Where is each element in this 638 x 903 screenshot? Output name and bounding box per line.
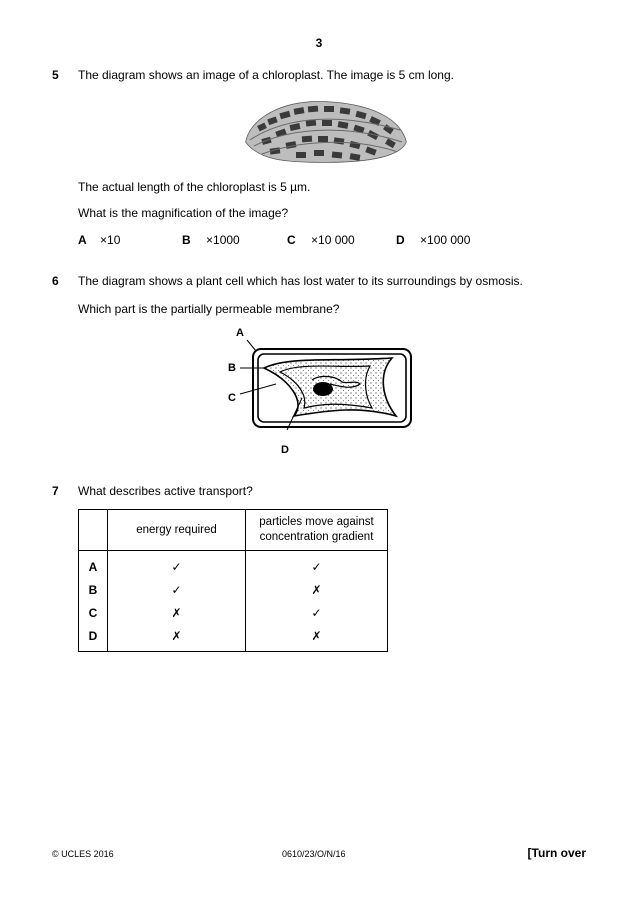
label-d: D — [281, 444, 289, 456]
answer-table — [78, 509, 388, 652]
table-header-empty — [79, 510, 108, 551]
label-a: A — [236, 327, 244, 339]
option-d — [396, 233, 470, 247]
table-row — [79, 624, 388, 652]
option-a — [78, 233, 120, 247]
label-b: B — [228, 362, 236, 374]
option-b — [182, 233, 240, 247]
row-letter: D — [79, 624, 108, 652]
table-row — [79, 551, 388, 579]
question-5-question: What is the magnification of the image? — [78, 206, 289, 220]
table-row — [79, 578, 388, 601]
row-energy: ✗ — [108, 601, 246, 624]
table-header-energy: energy required — [108, 510, 246, 551]
row-letter: A — [79, 551, 108, 579]
option-c — [287, 233, 355, 247]
row-energy: ✗ — [108, 624, 246, 652]
question-5-number: 5 — [52, 68, 59, 82]
option-letter: B — [182, 233, 191, 247]
row-energy: ✓ — [108, 551, 246, 579]
question-7-question: What describes active transport? — [78, 484, 253, 498]
footer-copyright: © UCLES 2016 — [52, 849, 114, 859]
plant-cell-diagram — [220, 322, 420, 457]
footer-code: 0610/23/O/N/16 — [282, 849, 346, 859]
row-letter: C — [79, 601, 108, 624]
table-header-row — [79, 510, 388, 551]
chloroplast-image — [240, 90, 410, 168]
question-7-number: 7 — [52, 484, 59, 498]
header-against-line1: particles move against — [259, 516, 374, 528]
row-against: ✓ — [246, 601, 388, 624]
table-row — [79, 601, 388, 624]
option-text: ×1000 — [206, 233, 240, 247]
option-letter: D — [396, 233, 405, 247]
option-letter: A — [78, 233, 87, 247]
option-text: ×100 000 — [420, 233, 471, 247]
question-6-number: 6 — [52, 274, 59, 288]
option-letter: C — [287, 233, 296, 247]
label-c: C — [228, 392, 236, 404]
option-text: ×10 000 — [311, 233, 355, 247]
turn-over: [Turn over — [527, 846, 586, 860]
option-text: ×10 — [100, 233, 121, 247]
label-line-a — [247, 340, 256, 351]
header-against-line2: concentration gradient — [259, 531, 374, 543]
row-against: ✓ — [246, 551, 388, 579]
row-against: ✗ — [246, 624, 388, 652]
table-header-against — [246, 510, 388, 551]
question-6-stem: The diagram shows a plant cell which has lost water to its surroundings by osmosis. — [78, 274, 523, 288]
page-number: 3 — [315, 36, 323, 50]
question-5-stem: The diagram shows an image of a chloroplast. The image is 5 cm long. — [78, 68, 454, 82]
question-6-question: Which part is the partially permeable membrane? — [78, 302, 340, 316]
question-5-actual-length: The actual length of the chloroplast is 5 µm. — [78, 180, 311, 194]
row-against: ✗ — [246, 578, 388, 601]
row-letter: B — [79, 578, 108, 601]
row-energy: ✓ — [108, 578, 246, 601]
